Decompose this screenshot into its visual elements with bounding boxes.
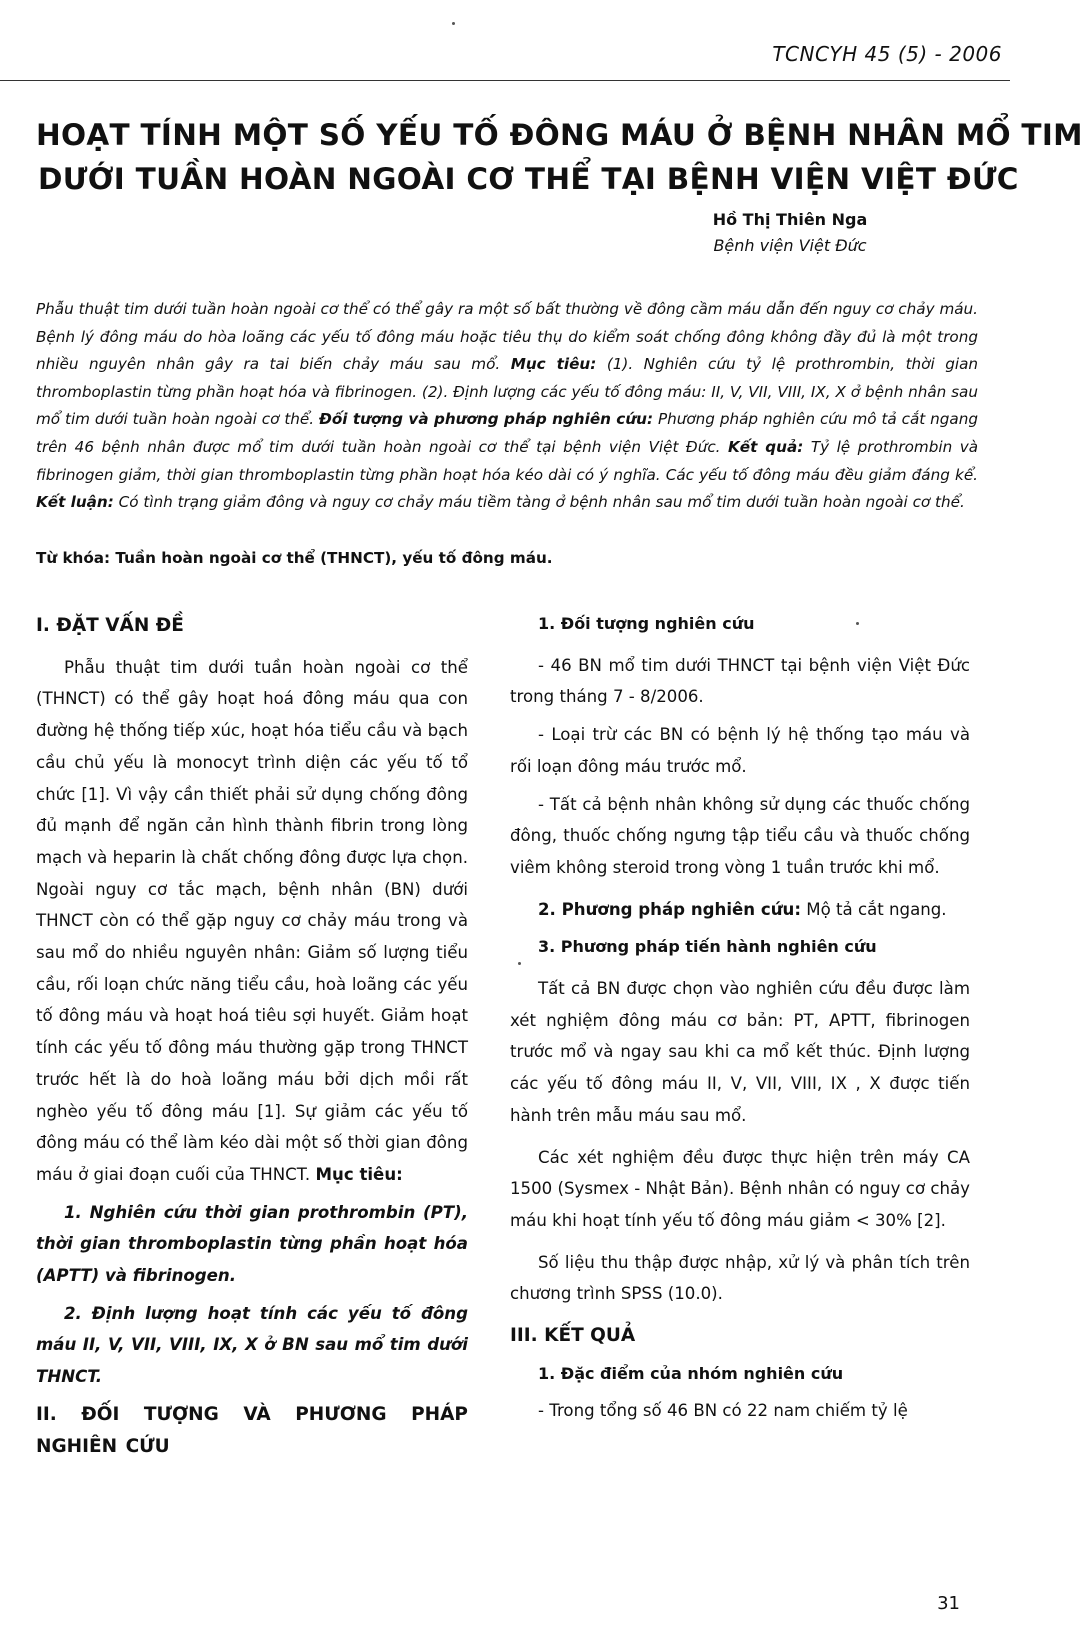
section-1-heading: I. ĐẶT VẤN ĐỀ bbox=[36, 615, 184, 636]
subsection-1-item-3: - Tất cả bệnh nhân không sử dụng các thuốc chống đông, thuốc chống ngưng tập tiểu cầu và thuốc chống viêm không steroid trong vòng 1 tuần trước khi mổ. bbox=[510, 794, 970, 877]
subsection-2-text: Mộ tả cắt ngang. bbox=[806, 899, 947, 919]
journal-header: TCNCYH 45 (5) - 2006 bbox=[772, 42, 1002, 66]
results-paragraph: - Trong tổng số 46 BN có 22 nam chiếm tỷ lệ bbox=[538, 1401, 908, 1421]
page-number: 31 bbox=[937, 1593, 960, 1614]
section-2-heading: II. ĐỐI TƯỢNG VÀ PHƯƠNG PHÁP NGHIÊN CỨU bbox=[36, 1403, 468, 1457]
subsection-1-heading: 1. Đối tượng nghiên cứu bbox=[538, 614, 755, 633]
author-name: Hồ Thị Thiên Nga bbox=[712, 210, 868, 229]
objective-2: 2. Định lượng hoạt tính các yếu tố đông máu II, V, VII, VIII, IX, X ở BN sau mổ tim dưới THNCT. bbox=[36, 1303, 468, 1387]
abstract-results-label: Kết quả: bbox=[728, 437, 804, 456]
abstract-objective-text: (1). Nghiên cứu tỷ lệ prothrombin, thời gian thromboplastin từng phần hoạt hóa và fibrinogen. (2). Định lượng các yếu tố đông máu: II, V, VII, VIII, IX, X ở bệnh nhân sau mổ tim dưới tuần hoàn ngoài cơ thể. bbox=[36, 355, 979, 429]
section-3-heading: III. KẾT QUẢ bbox=[510, 1325, 636, 1347]
scan-speck bbox=[518, 962, 521, 965]
abstract-results-text: Tỷ lệ prothrombin và fibrinogen giảm, thời gian thromboplastin từng phần hoạt hóa kéo dài có ý nghĩa. Các yếu tố đông máu đều giảm đáng kể. bbox=[36, 437, 979, 484]
subsection-3-para-3: Số liệu thu thập được nhập, xử lý và phân tích trên chương trình SPSS (10.0). bbox=[510, 1252, 970, 1304]
abstract-methods-label: Đối tượng và phương pháp nghiên cứu: bbox=[319, 410, 654, 429]
left-column bbox=[36, 610, 468, 1462]
objective-1: 1. Nghiên cứu thời gian prothrombin (PT), thời gian thromboplastin từng phần hoạt hóa (APTT) và fibrinogen. bbox=[36, 1202, 468, 1286]
title-line-1: HOẠT TÍNH MỘT SỐ YẾU TỐ ĐÔNG MÁU Ở BỆNH NHÂN MỔ TIM bbox=[36, 118, 1083, 152]
right-column bbox=[510, 608, 970, 1427]
subsection-2 bbox=[510, 894, 970, 926]
keywords: Từ khóa: Tuần hoàn ngoài cơ thể (THNCT), yếu tố đông máu. bbox=[36, 549, 553, 567]
abstract-intro: Phẫu thuật tim dưới tuần hoàn ngoài cơ thể có thể gây ra một số bất thường về đông cầm máu dẫn đến nguy cơ chảy máu. Bệnh lý đông máu do hòa loãng các yếu tố đông máu hoặc tiêu thụ do kiểm soát chống đông không đầy đủ là một trong nhiều nguyên nhân gây ra tai biến chảy máu sau mổ. bbox=[36, 300, 978, 374]
section-1-paragraph bbox=[36, 652, 468, 1191]
header-rule bbox=[0, 80, 1010, 81]
title-line-2: DƯỚI TUẦN HOÀN NGOÀI CƠ THỂ TẠI BỆNH VIỆN VIỆT ĐỨC bbox=[38, 162, 1019, 196]
subsection-results-1-heading: 1. Đặc điểm của nhóm nghiên cứu bbox=[538, 1363, 844, 1383]
author-affiliation: Bệnh viện Việt Đức bbox=[713, 236, 867, 255]
abstract bbox=[36, 296, 978, 517]
subsection-2-label: 2. Phương pháp nghiên cứu: bbox=[538, 899, 801, 919]
article-title bbox=[36, 113, 1083, 201]
abstract-conclusion-label: Kết luận: bbox=[36, 493, 114, 512]
objectives-label: Mục tiêu: bbox=[315, 1164, 403, 1184]
abstract-conclusion-text: Có tình trạng giảm đông và nguy cơ chảy máu tiềm tàng ở bệnh nhân sau mổ tim dưới tuần hoàn ngoài cơ thể. bbox=[118, 493, 965, 512]
subsection-1-item-2: - Loại trừ các BN có bệnh lý hệ thống tạo máu và rối loạn đông máu trước mổ. bbox=[510, 725, 970, 776]
scan-speck bbox=[856, 622, 859, 625]
scan-speck bbox=[452, 22, 455, 25]
abstract-methods-text: Phương pháp nghiên cứu mô tả cắt ngang trên 46 bệnh nhân được mổ tim dưới tuần hoàn ngoài cơ thể tại bệnh viện Việt Đức. bbox=[36, 410, 979, 456]
subsection-3-heading: 3. Phương pháp tiến hành nghiên cứu bbox=[538, 937, 877, 957]
section-1-text: Phẫu thuật tim dưới tuần hoàn ngoài cơ thể (THNCT) có thể gây hoạt hoá đông máu qua con đường hệ thống tiếp xúc, hoạt hóa tiểu cầu và bạch cầu chủ yếu là monocyt trình diện các yếu tố tổ chức [1]. Vì vậy cần thiết phải sử dụng chống đông đủ mạnh để ngăn cản hình thành fibrin trong lòng mạch và heparin là chất chống đông được lựa chọn. Ngoài nguy cơ tắc mạch, bệnh nhân (BN) dưới THNCT còn có thể gặp nguy cơ chảy máu trong và sau mổ do nhiều nguyên nhân: Giảm số lượng tiểu cầu, rối loạn chức năng tiểu cầu, hoà loãng các yếu tố đông máu và hoạt hoá tiêu sợi huyết. Giảm hoạt tính các yếu tố đông máu thường gặp trong THNCT trước hết là do hoà loãng máu bởi dịch mồi rất nghèo yếu tố đông máu [1]. Sự giảm các yếu tố đông máu có thể làm kéo dài một số thời gian đông máu ở giai đoạn cuối của THNCT. bbox=[36, 657, 468, 1184]
abstract-objective-label: Mục tiêu: bbox=[510, 355, 597, 374]
subsection-1-item-1: - 46 BN mổ tim dưới THNCT tại bệnh viện Việt Đức trong tháng 7 - 8/2006. bbox=[510, 655, 970, 707]
subsection-3-para-1: Tất cả BN được chọn vào nghiên cứu đều được làm xét nghiệm đông máu cơ bản: PT, APTT, fibrinogen trước mổ và ngay sau khi ca mổ kết thúc. Định lượng các yếu tố đông máu II, V, VII, VIII, IX , X được tiến hành trên mẫu máu sau mổ. bbox=[510, 979, 970, 1125]
subsection-3-para-2: Các xét nghiệm đều được thực hiện trên máy CA 1500 (Sysmex - Nhật Bản). Bệnh nhân có nguy cơ chảy máu khi hoạt tính yếu tố đông máu giảm < 30% [2]. bbox=[510, 1147, 970, 1230]
